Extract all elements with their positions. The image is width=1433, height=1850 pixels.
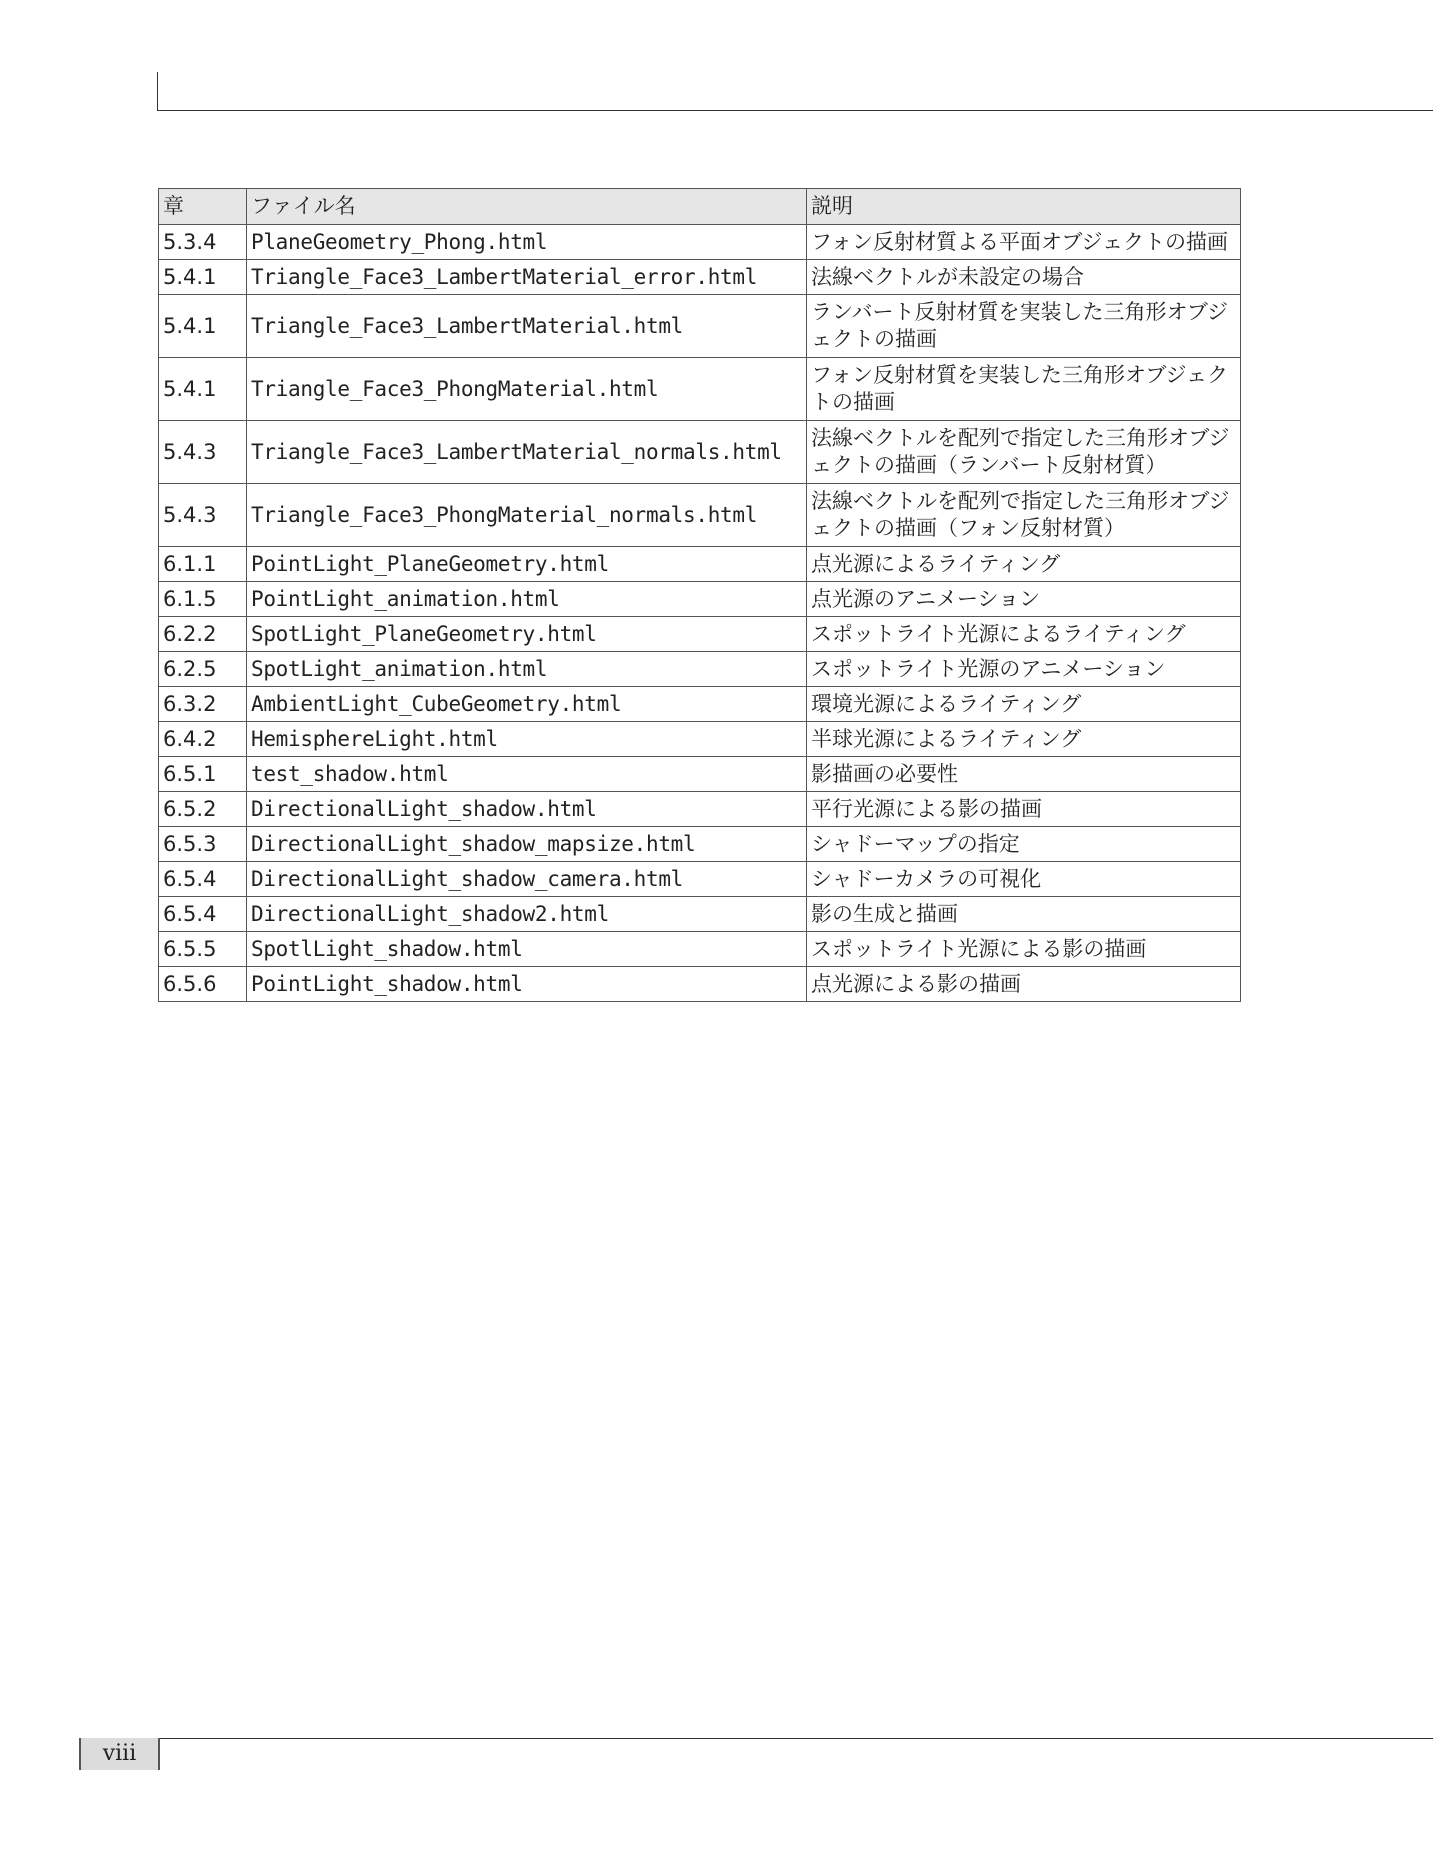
chapter-cell: 6.2.5 [159, 652, 247, 687]
chapter-cell: 5.4.1 [159, 295, 247, 358]
filename-cell: PlaneGeometry_Phong.html [247, 225, 807, 260]
table-row [159, 862, 1241, 897]
description-cell: 影の生成と描画 [807, 897, 1241, 932]
table-row [159, 652, 1241, 687]
description-cell: スポットライト光源のアニメーション [807, 652, 1241, 687]
description-cell: スポットライト光源による影の描画 [807, 932, 1241, 967]
description-cell: 法線ベクトルを配列で指定した三角形オブジェクトの描画（ランバート反射材質） [807, 421, 1241, 484]
description-cell: フォン反射材質よる平面オブジェクトの描画 [807, 225, 1241, 260]
filename-cell: Triangle_Face3_LambertMaterial_error.html [247, 260, 807, 295]
chapter-cell: 5.4.1 [159, 358, 247, 421]
table-row [159, 295, 1241, 358]
chapter-cell: 5.4.3 [159, 484, 247, 547]
header-rule-vertical [157, 72, 158, 110]
description-cell: 環境光源によるライティング [807, 687, 1241, 722]
filename-cell: Triangle_Face3_PhongMaterial.html [247, 358, 807, 421]
filename-cell: PointLight_shadow.html [247, 967, 807, 1002]
description-cell: 半球光源によるライティング [807, 722, 1241, 757]
filename-cell: PointLight_PlaneGeometry.html [247, 547, 807, 582]
header-filename: ファイル名 [247, 189, 807, 225]
description-cell: 影描画の必要性 [807, 757, 1241, 792]
chapter-cell: 6.1.5 [159, 582, 247, 617]
filename-cell: DirectionalLight_shadow_mapsize.html [247, 827, 807, 862]
table-row [159, 358, 1241, 421]
chapter-cell: 6.3.2 [159, 687, 247, 722]
table-row [159, 617, 1241, 652]
table-row [159, 967, 1241, 1002]
chapter-cell: 6.5.4 [159, 897, 247, 932]
filename-cell: Triangle_Face3_PhongMaterial_normals.html [247, 484, 807, 547]
chapter-cell: 5.4.1 [159, 260, 247, 295]
description-cell: ランバート反射材質を実装した三角形オブジェクトの描画 [807, 295, 1241, 358]
filename-cell: DirectionalLight_shadow_camera.html [247, 862, 807, 897]
table-row [159, 722, 1241, 757]
table-row [159, 260, 1241, 295]
filename-cell: SpotLight_PlaneGeometry.html [247, 617, 807, 652]
table-row [159, 421, 1241, 484]
table-header-row [159, 189, 1241, 225]
header-chapter: 章 [159, 189, 247, 225]
header-description: 説明 [807, 189, 1241, 225]
filename-cell: DirectionalLight_shadow2.html [247, 897, 807, 932]
chapter-cell: 6.5.1 [159, 757, 247, 792]
table-row [159, 932, 1241, 967]
filename-cell: test_shadow.html [247, 757, 807, 792]
chapter-cell: 6.4.2 [159, 722, 247, 757]
description-cell: 点光源によるライティング [807, 547, 1241, 582]
chapter-cell: 6.5.2 [159, 792, 247, 827]
filename-cell: AmbientLight_CubeGeometry.html [247, 687, 807, 722]
description-cell: 点光源による影の描画 [807, 967, 1241, 1002]
chapter-cell: 6.5.3 [159, 827, 247, 862]
page-number: viii [79, 1738, 160, 1770]
chapter-cell: 6.5.6 [159, 967, 247, 1002]
filename-cell: Triangle_Face3_LambertMaterial_normals.html [247, 421, 807, 484]
description-cell: シャドーカメラの可視化 [807, 862, 1241, 897]
chapter-cell: 6.5.4 [159, 862, 247, 897]
table-row [159, 687, 1241, 722]
table-row [159, 582, 1241, 617]
description-cell: シャドーマップの指定 [807, 827, 1241, 862]
description-cell: 平行光源による影の描画 [807, 792, 1241, 827]
table-row [159, 547, 1241, 582]
table-row [159, 897, 1241, 932]
table-row [159, 225, 1241, 260]
chapter-cell: 6.2.2 [159, 617, 247, 652]
chapter-cell: 6.5.5 [159, 932, 247, 967]
table-row [159, 757, 1241, 792]
description-cell: 法線ベクトルが未設定の場合 [807, 260, 1241, 295]
description-cell: 点光源のアニメーション [807, 582, 1241, 617]
filename-cell: Triangle_Face3_LambertMaterial.html [247, 295, 807, 358]
chapter-cell: 6.1.1 [159, 547, 247, 582]
description-cell: 法線ベクトルを配列で指定した三角形オブジェクトの描画（フォン反射材質） [807, 484, 1241, 547]
filename-cell: PointLight_animation.html [247, 582, 807, 617]
description-cell: フォン反射材質を実装した三角形オブジェクトの描画 [807, 358, 1241, 421]
header-rule-horizontal [157, 110, 1433, 111]
filename-cell: HemisphereLight.html [247, 722, 807, 757]
table-row [159, 792, 1241, 827]
table-row [159, 484, 1241, 547]
filename-cell: DirectionalLight_shadow.html [247, 792, 807, 827]
chapter-cell: 5.4.3 [159, 421, 247, 484]
description-cell: スポットライト光源によるライティング [807, 617, 1241, 652]
table-row [159, 827, 1241, 862]
footer-rule [79, 1738, 1433, 1739]
filename-cell: SpotlLight_shadow.html [247, 932, 807, 967]
filename-cell: SpotLight_animation.html [247, 652, 807, 687]
sample-files-table [158, 188, 1241, 1002]
chapter-cell: 5.3.4 [159, 225, 247, 260]
